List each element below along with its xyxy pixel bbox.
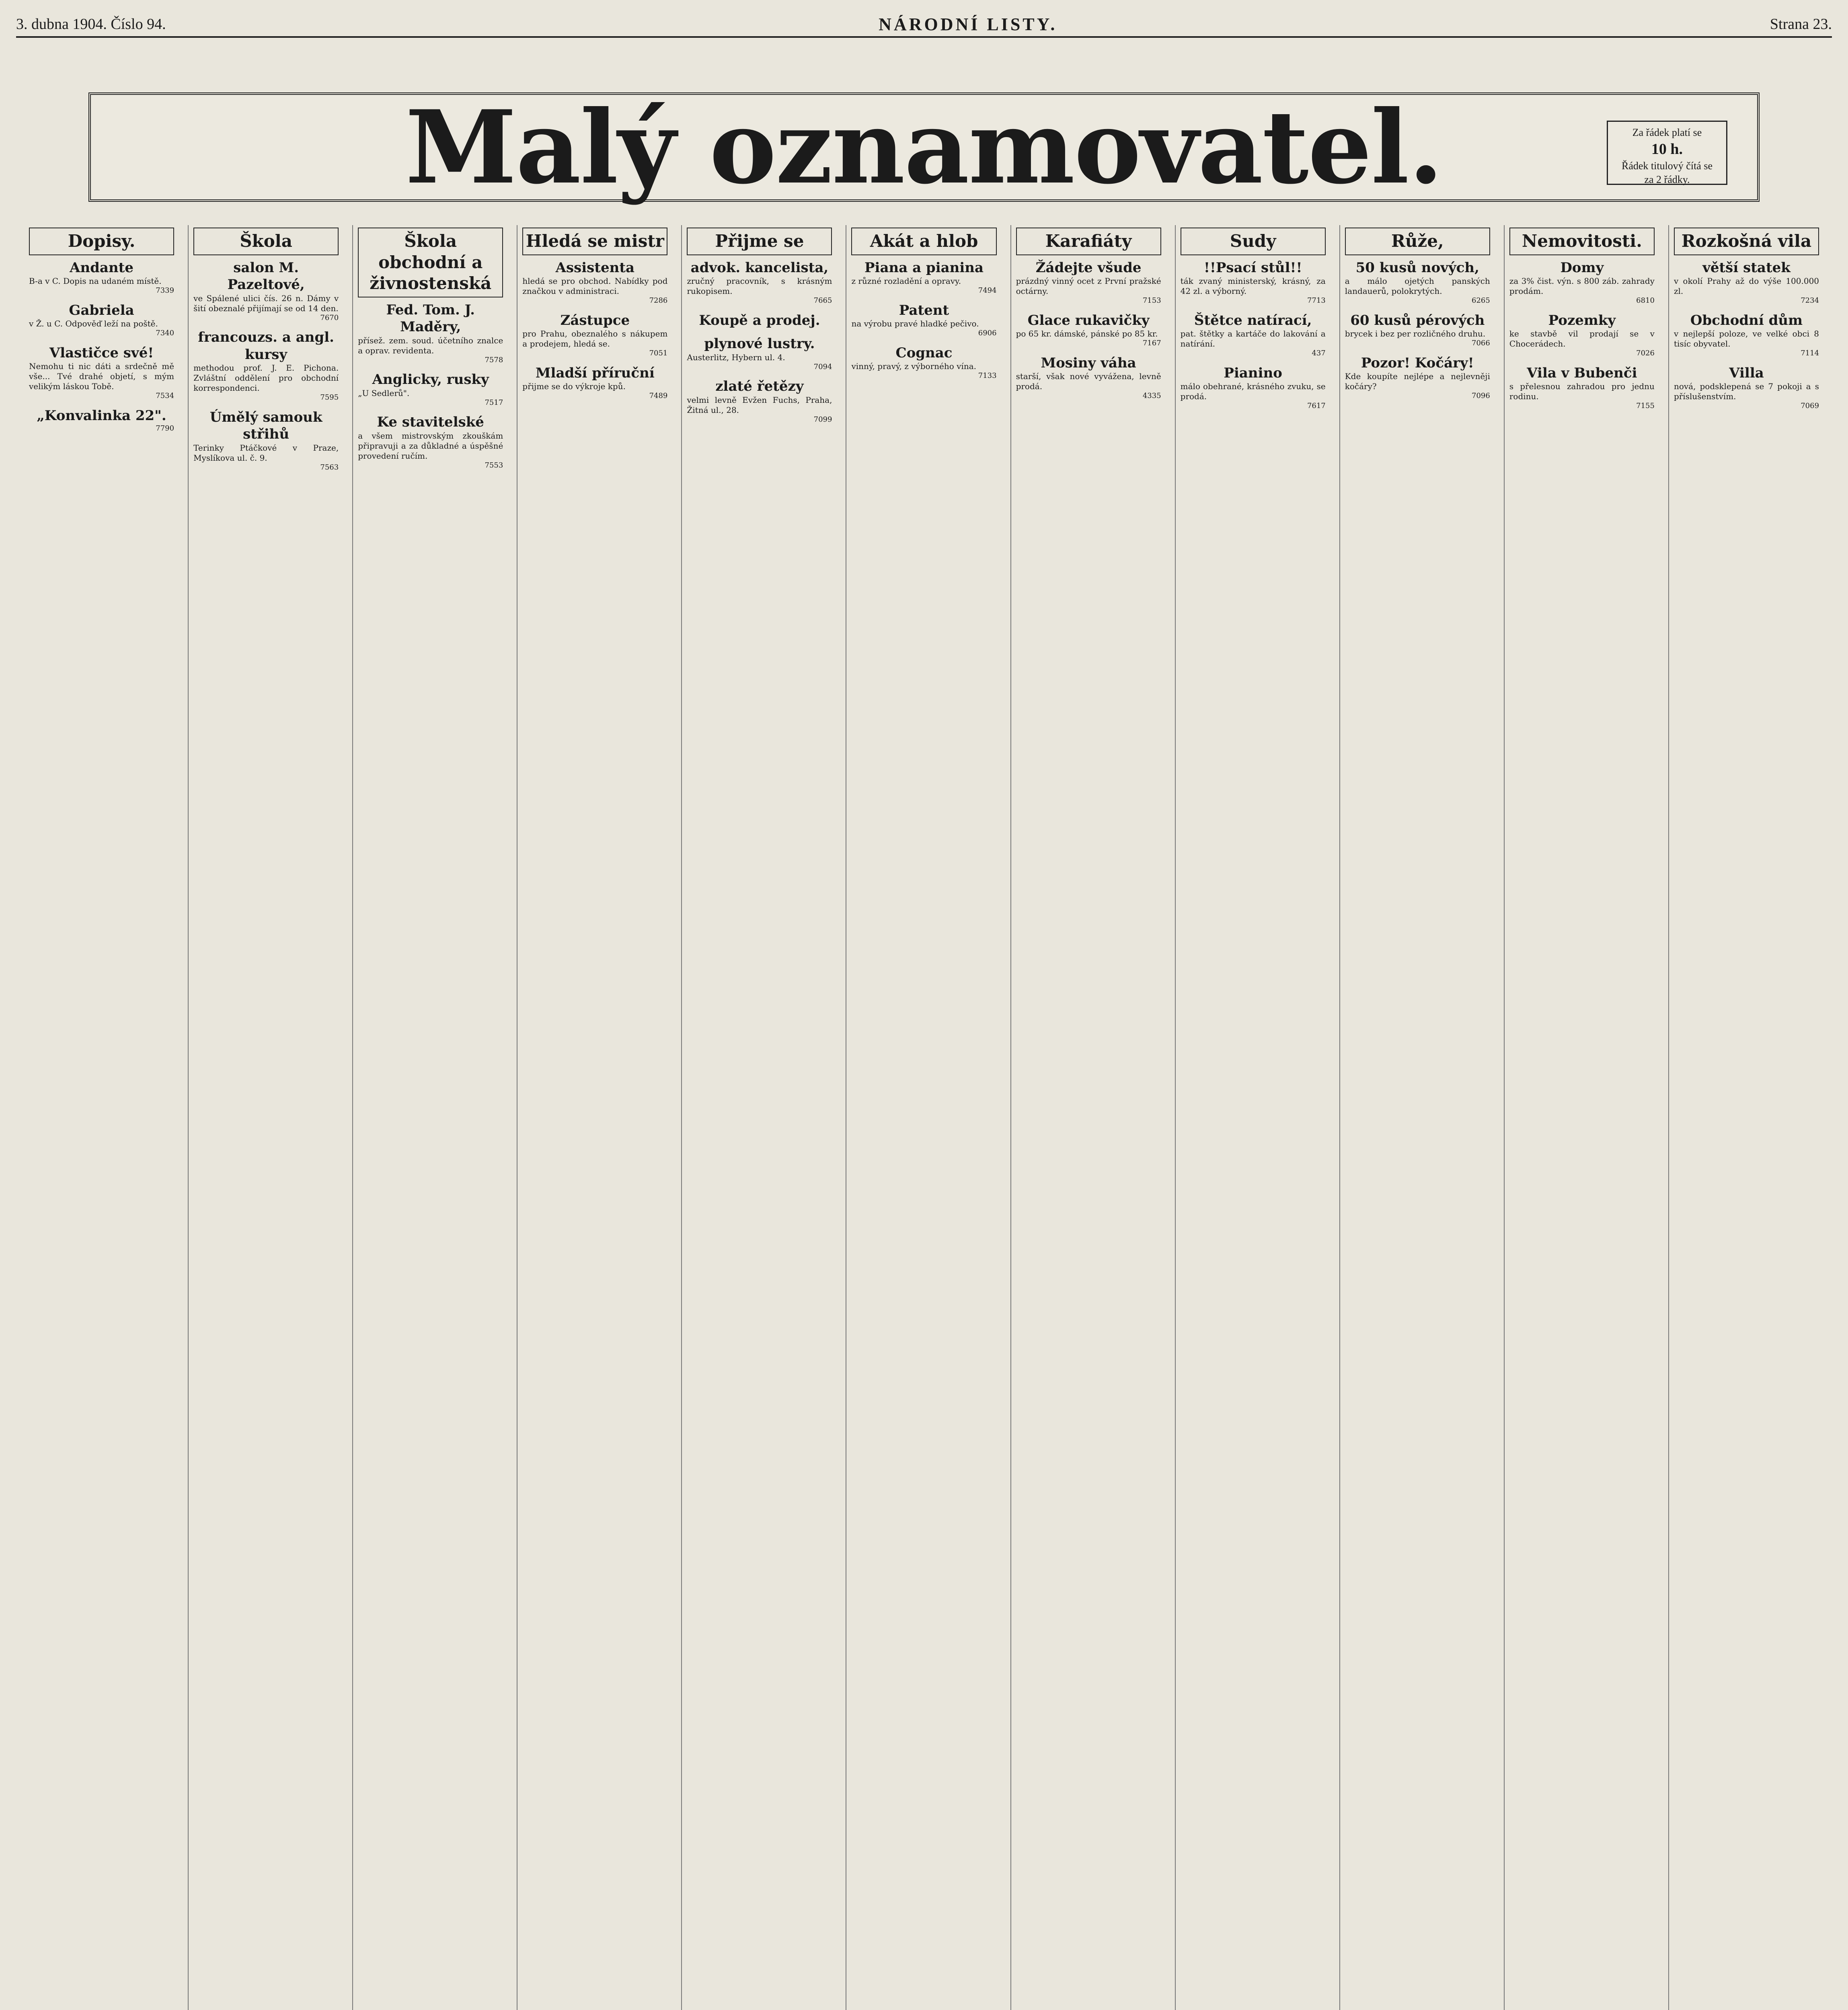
ad-num: 7517 [485, 398, 503, 407]
masthead-page-number: Strana 23. [1770, 16, 1832, 33]
ad-column [1339, 225, 1495, 2010]
ad-num: 7114 [1801, 349, 1819, 357]
ad-column [352, 225, 508, 2010]
ad-body: na výrobu pravé hladké pečivo. [851, 319, 979, 328]
ad-num: 437 [1312, 349, 1326, 357]
ad-num: 6906 [978, 329, 997, 337]
ad-body: přísež. zem. soud. účetního znalce a oprav. revidenta. [358, 335, 503, 355]
ad-num: 4335 [1142, 392, 1161, 400]
ad-body: s přelesnou zahradou pro jednu rodinu. [1509, 381, 1655, 401]
column-heading: Karafiáty [1016, 228, 1161, 255]
ad-title: Pozor! Kočáry! [1361, 355, 1474, 371]
ad-body: po 65 kr. dámské, pánské po 85 kr. [1016, 329, 1158, 338]
classified-ad [1345, 355, 1490, 401]
ad-num: 7617 [1307, 402, 1326, 410]
ad-title: Glace rukavičky [1027, 312, 1150, 328]
classified-ad [1345, 312, 1490, 348]
ad-num: 7099 [813, 415, 832, 424]
classified-ad [1509, 312, 1655, 358]
ad-title: salon M. Pazeltové, [227, 259, 305, 293]
classified-ad [1181, 259, 1326, 306]
classified-ad [522, 312, 667, 358]
ad-title: Fed. Tom. J. Maděry, [386, 302, 475, 335]
ad-title: Vila v Bubenči [1527, 365, 1637, 381]
ad-num: 7534 [156, 392, 175, 400]
ad-body: ke stavbě vil prodají se v Chocerádech. [1509, 329, 1655, 349]
ad-body: brycek i bez per rozličného druhu. [1345, 329, 1486, 338]
ad-body: pat. štětky a kartáče do lakování a natírání. [1180, 329, 1326, 349]
ad-body: málo obehrané, krásného zvuku, se prodá. [1180, 381, 1326, 401]
ad-title: Villa [1729, 365, 1764, 381]
column-heading: Škola obchodní a živnostenská [358, 228, 503, 297]
ad-title: Pianino [1224, 365, 1282, 381]
banner-right-line-2: 10 h. [1651, 140, 1683, 158]
ad-body: methodou prof. J. E. Pichona. Zvláštní oddělení pro obchodní korrespondenci. [193, 363, 339, 393]
ad-num: 7153 [1142, 296, 1161, 305]
ad-num: 7026 [1636, 349, 1655, 357]
ad-title: Gabriela [69, 302, 134, 318]
ad-column [1668, 225, 1824, 2010]
ad-body: Austerlitz, Hybern ul. 4. [687, 352, 785, 362]
ad-body: za 3% čist. výn. s 800 záb. zahrady prodám. [1509, 276, 1655, 296]
classified-ad [29, 407, 174, 433]
ad-num: 7051 [649, 349, 668, 357]
ad-column [681, 225, 837, 2010]
masthead [16, 12, 1832, 38]
ad-column [1504, 225, 1659, 2010]
classified-ad [1181, 312, 1326, 358]
ad-body: zručný pracovník, s krásným rukopisem. [687, 276, 832, 296]
column-heading: Sudy [1181, 228, 1326, 255]
ad-column [1175, 225, 1331, 2010]
ad-columns [24, 225, 1824, 2010]
classified-ad [687, 378, 832, 424]
ad-body: a všem mistrovským zkouškám připravuji a za důkladné a úspěšné provedení ručím. [358, 431, 503, 461]
classified-ad [29, 302, 174, 338]
classified-ad [1674, 365, 1819, 411]
ad-title: Anglicky, rusky [372, 371, 489, 388]
ad-body: Kde koupíte nejlépe a nejlevněji kočáry? [1345, 371, 1490, 391]
classified-ad [1016, 355, 1161, 401]
ad-num: 7340 [156, 329, 175, 337]
classified-ad [193, 329, 339, 402]
masthead-newspaper-title: NÁRODNÍ LISTY. [879, 14, 1057, 34]
classified-ad [522, 259, 667, 306]
ad-num: 7494 [978, 286, 997, 295]
ad-num: 7234 [1801, 296, 1819, 305]
ad-body: B-a v C. Dopis na udaném místě. [29, 276, 162, 286]
ad-num: 7553 [485, 461, 503, 470]
classified-ad [687, 335, 832, 371]
ad-title: !!Psací stůl!! [1204, 259, 1302, 276]
banner-right-line-1: Za řádek platí se [1632, 127, 1702, 138]
classified-ad [522, 365, 667, 401]
ad-title: Štětce natírací, [1194, 312, 1312, 328]
ad-title: Assistenta [555, 259, 635, 276]
ad-body: v nejlepší poloze, ve velké obci 8 tisíc obyvatel. [1673, 329, 1819, 349]
ad-num: 7286 [649, 296, 668, 305]
column-heading: Nemovitosti. [1509, 228, 1655, 255]
ad-title: Obchodní dům [1690, 312, 1803, 328]
classified-ad [358, 302, 503, 365]
ad-num: 7096 [1472, 392, 1490, 400]
ad-title: zlaté řetězy [715, 378, 804, 394]
classified-ad [1674, 259, 1819, 306]
ad-column [517, 225, 672, 2010]
ad-body: přijme se do výkroje kpů. [522, 381, 626, 391]
ad-num: 7339 [156, 286, 175, 295]
ad-num: 7155 [1636, 402, 1655, 410]
ad-body: velmi levně Evžen Fuchs, Praha, Žitná ul., 28. [687, 395, 832, 415]
ad-column [1010, 225, 1166, 2010]
ad-body: v Ž. u C. Odpověď leží na poště. [29, 319, 158, 328]
ad-title: Mladší příruční [535, 365, 655, 381]
ad-title: 50 kusů nových, [1355, 259, 1479, 276]
ad-title: advok. kancelista, [690, 259, 829, 276]
ad-body: v okolí Prahy až do výše 100.000 zl. [1673, 276, 1819, 296]
ad-num: 7790 [156, 424, 175, 433]
ad-body: z různé rozladění a opravy. [851, 276, 961, 286]
classified-ad [851, 259, 996, 295]
ad-num: 7489 [649, 392, 668, 400]
ad-num: 7066 [1472, 339, 1490, 347]
classified-ad [1181, 365, 1326, 411]
classified-ad [1674, 312, 1819, 358]
ad-num: 7578 [485, 355, 503, 364]
column-heading: Růže, [1345, 228, 1490, 255]
column-heading: Akát a hlob [851, 228, 996, 255]
ad-column [846, 225, 1001, 2010]
ad-title: 60 kusů pérových [1350, 312, 1485, 328]
ad-title: Andante [70, 259, 134, 276]
ad-body: „U Sedlerů". [358, 388, 410, 398]
ad-num: 7595 [320, 393, 339, 402]
ad-title: Patent [899, 302, 949, 318]
ad-num: 7665 [813, 296, 832, 305]
classified-ad [687, 312, 832, 329]
ad-title: Úmělý samouk střihů [209, 409, 322, 442]
ad-title: Žádejte všude [1035, 259, 1142, 276]
ad-num: 7670 [320, 313, 339, 322]
ad-num: 7713 [1307, 296, 1326, 305]
classified-ad [1016, 259, 1161, 306]
ad-title: Koupě a prodej. [699, 312, 820, 328]
ad-num: 6810 [1636, 296, 1655, 305]
banner-right-info-box [1607, 121, 1727, 185]
masthead-date: 3. dubna 1904. Číslo 94. [16, 16, 166, 33]
ad-title: francouzs. a angl. kursy [198, 329, 334, 363]
ad-num: 7133 [978, 371, 997, 380]
ad-body: prázdný vinný ocet z První pražské octárny. [1016, 276, 1161, 296]
classified-ad [851, 345, 996, 381]
ad-body: starší, však nové vyvážena, levně prodá. [1016, 371, 1161, 391]
ad-title: větší statek [1702, 259, 1791, 276]
ad-num: 7094 [813, 362, 832, 371]
ad-title: Zástupce [560, 312, 630, 328]
ad-body: nová, podsklepená se 7 pokoji a s příslušenstvím. [1673, 381, 1819, 401]
column-heading: Škola [193, 228, 339, 255]
classified-ad [687, 259, 832, 306]
banner-right-line-3: Řádek titulový čítá se [1621, 160, 1712, 172]
classified-ad [1509, 259, 1655, 306]
classified-ad [1345, 259, 1490, 306]
ad-body: ve Spálené ulici čís. 26 n. Dámy v šití obeznalé přijímají se od 14 den. [193, 293, 339, 313]
ad-body: Terinky Ptáčkové v Praze, Myslíkova ul. č. 9. [193, 443, 339, 463]
ad-title: Piana a pianina [864, 259, 984, 276]
classified-ad [193, 409, 339, 472]
column-heading: Dopisy. [29, 228, 174, 255]
classified-ad [1509, 365, 1655, 411]
classified-ad [29, 345, 174, 401]
classified-ad [1016, 312, 1161, 348]
ad-body: Nemohu ti nic dáti a srdečně mě vše... Tvé drahé objetí, s mým velikým láskou Tobě. [29, 361, 175, 391]
column-heading: Přijme se [687, 228, 832, 255]
ad-title: „Konvalinka 22". [37, 407, 166, 424]
ad-body: pro Prahu, obeznalého s nákupem a prodejem, hledá se. [522, 329, 668, 349]
ad-body: vinný, pravý, z výborného vína. [851, 361, 976, 371]
ad-title: Mosiny váha [1041, 355, 1136, 371]
ad-column [24, 225, 179, 2010]
ad-title: Pozemky [1548, 312, 1616, 328]
ad-column [188, 225, 343, 2010]
ad-body: a málo ojetých panských landauerů, polokrytých. [1345, 276, 1490, 296]
ad-title: Ke stavitelské [377, 414, 484, 430]
ad-title: Vlastičce své! [49, 345, 154, 361]
classified-ad [358, 414, 503, 470]
column-heading: Hledá se mistr [522, 228, 667, 255]
ad-title: Domy [1560, 259, 1604, 276]
section-banner [88, 88, 1760, 206]
column-heading: Rozkošná vila [1674, 228, 1819, 255]
ad-title: Cognac [895, 345, 953, 361]
ad-body: ták zvaný ministerský, krásný, za 42 zl. a výborný. [1180, 276, 1326, 296]
ad-num: 7069 [1801, 402, 1819, 410]
classified-ad [358, 371, 503, 407]
classified-ad [29, 259, 174, 295]
ad-body: hledá se pro obchod. Nabídky pod značkou v administraci. [522, 276, 668, 296]
banner-right-line-4: za 2 řádky. [1644, 173, 1690, 185]
classified-ad [851, 302, 996, 338]
classified-ad [193, 259, 339, 323]
ad-num: 7167 [1142, 339, 1161, 347]
ad-title: plynové lustry. [704, 336, 815, 352]
section-title: Malý oznamovatel. [405, 88, 1443, 206]
ad-num: 7563 [320, 463, 339, 472]
ad-num: 6265 [1472, 296, 1490, 305]
